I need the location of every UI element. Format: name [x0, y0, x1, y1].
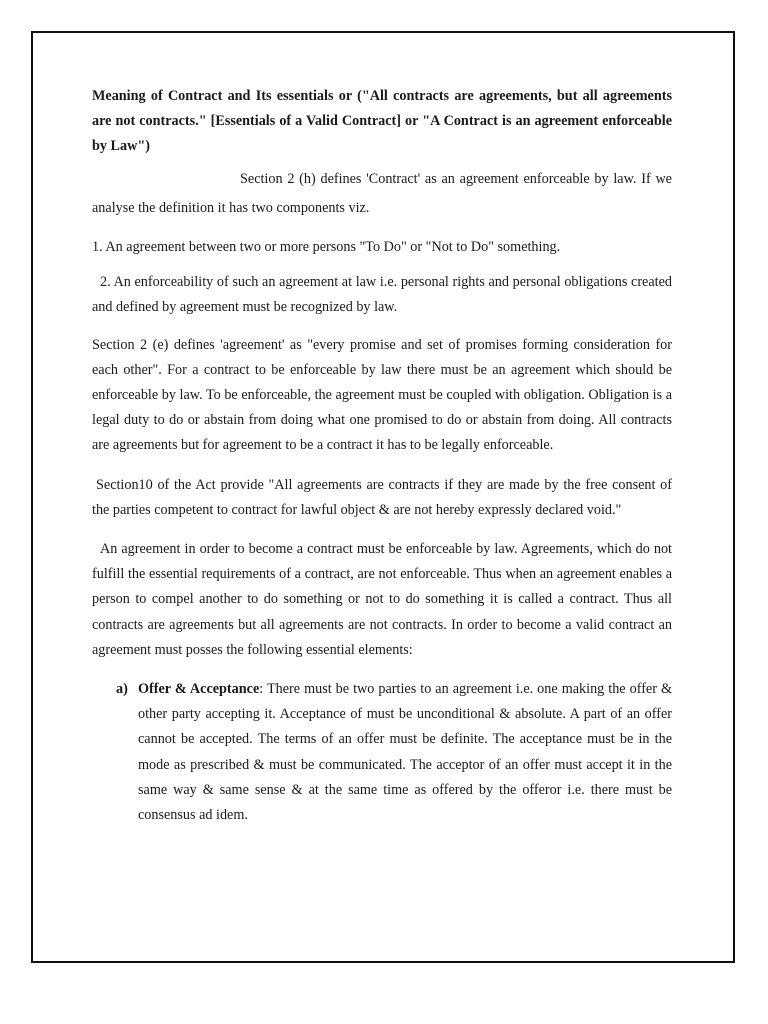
list-item-heading: Offer & Acceptance	[138, 681, 260, 698]
document-title: Meaning of Contract and Its essentials or ("All contracts are agreements, but all agreements are not contracts." [Essentials of a Valid Contract] or "A Contract is an agreement enforceable by Law")	[92, 88, 672, 154]
paragraph-section-2e: Section 2 (e) defines 'agreement' as "every promise and set of promises forming consideration for each other". For a contract to be enforceable by law there must be an agreement which should be enforceable by law. To be enforceable, the agreement must be coupled with obligation. Obligation is a legal duty to do or abstain from doing what one promised to do or abstain from doing. All contracts are agreements but for agreement to be a contract it has to be legally enforceable.	[92, 336, 672, 454]
list-item-body: : There must be two parties to an agreement i.e. one making the offer & other party accepting it. Acceptance of must be unconditional & absolute. A part of an offer cannot be accepted. The terms of an offer must be definite. The acceptance must be in the mode as prescribed & must be communicated. The acceptor of an offer must accept it in the same way & same sense & at the same time as offered by the offeror i.e. there must be consensus ad idem.	[138, 681, 673, 824]
paragraph-section-2h: Section 2 (h) defines 'Contract' as an agreement enforceable by law. If we analyse the definition it has two components viz.	[92, 171, 672, 216]
paragraph-essentials-intro: An agreement in order to become a contract must be enforceable by law. Agreements, which do not fulfill the essential requirements of a contract, are not enforceable. Thus when an agreement enables a person to compel another to do something or not to do something it is called a contract. Thus all contracts are agreements but all agreements are not contracts. In order to become a valid contract an agreement must posses the following essential elements:	[92, 541, 672, 658]
document-body	[92, 84, 672, 828]
list-marker: a)	[116, 681, 128, 698]
paragraph-component-2: 2. An enforceability of such an agreement at law i.e. personal rights and personal obligations created and defined by agreement must be recognized by law.	[92, 274, 672, 316]
essentials-list	[92, 677, 672, 828]
paragraph-component-1: 1. An agreement between two or more persons "To Do" or "Not to Do" something.	[92, 239, 561, 255]
paragraph-section-10: Section10 of the Act provide "All agreements are contracts if they are made by the free consent of the parties competent to contract for lawful object & are not hereby expressly declared void."	[92, 476, 672, 518]
list-item	[116, 677, 673, 828]
list-item-text	[138, 677, 672, 828]
